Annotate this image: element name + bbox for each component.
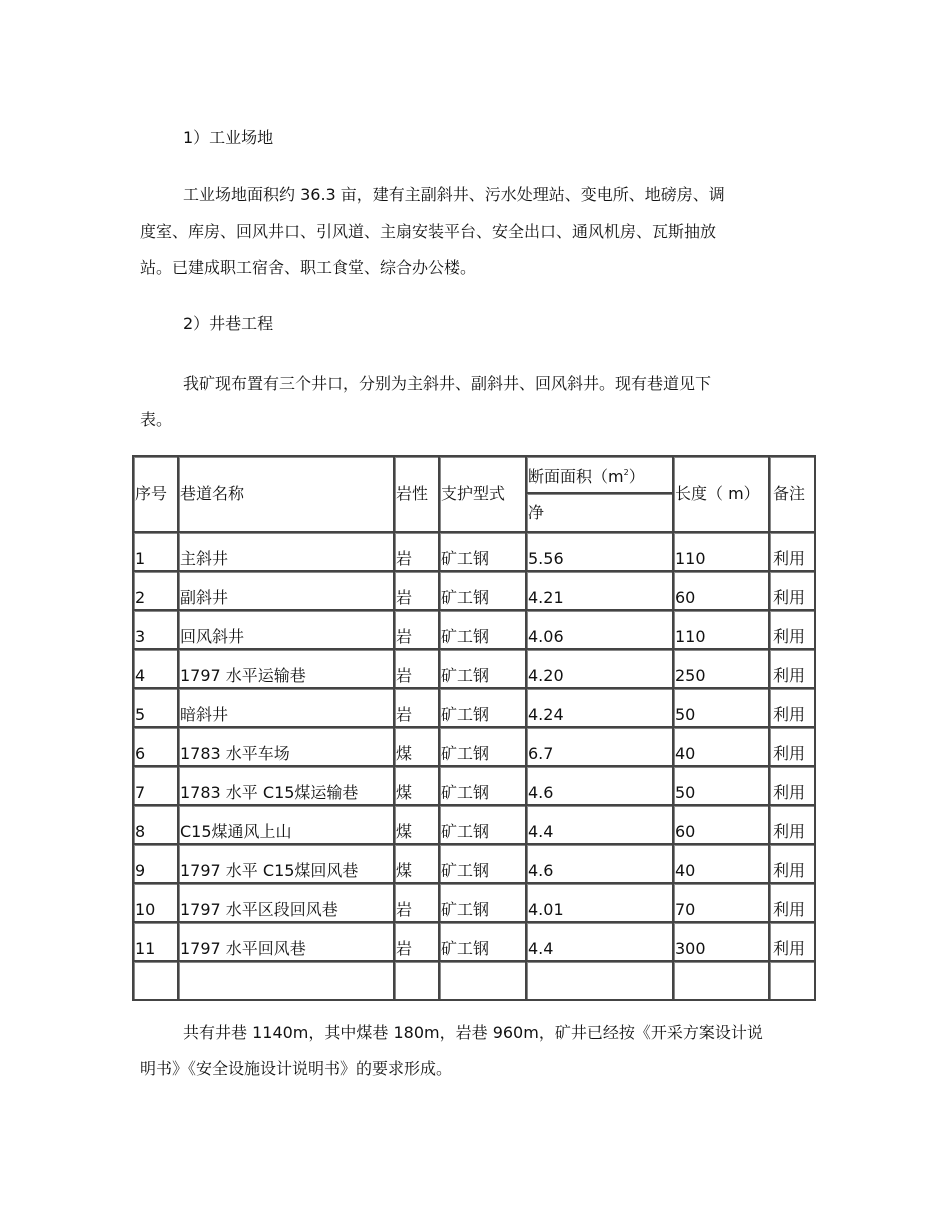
- cell-rock: 煤: [395, 845, 440, 884]
- header-length: 长度（ m）: [674, 457, 770, 533]
- cell-rock: 煤: [395, 767, 440, 806]
- header-area-sup: 2: [623, 467, 629, 477]
- header-note: 备注: [770, 457, 816, 533]
- cell-no: 2: [134, 572, 179, 611]
- cell-area: 4.4: [527, 923, 674, 962]
- cell-rock: 煤: [395, 728, 440, 767]
- cell-no: [134, 962, 179, 1001]
- cell-rock: 岩: [395, 533, 440, 572]
- table-row: [134, 611, 816, 650]
- cell-note: 利用: [770, 650, 816, 689]
- cell-name: 1797 水平 C15煤回风巷: [179, 845, 395, 884]
- cell-rock: 岩: [395, 689, 440, 728]
- cell-length: 60: [674, 572, 770, 611]
- cell-note: [770, 962, 816, 1001]
- cell-area: 5.56: [527, 533, 674, 572]
- cell-no: 9: [134, 845, 179, 884]
- table-row: [134, 533, 816, 572]
- section1-paragraph-line: 工业场地面积约 36.3 亩，建有主副斜井、污水处理站、变电所、地磅房、调: [183, 185, 725, 204]
- cell-no: 6: [134, 728, 179, 767]
- cell-support: 矿工钢: [440, 572, 527, 611]
- cell-rock: 岩: [395, 611, 440, 650]
- cell-support: 矿工钢: [440, 884, 527, 923]
- cell-name: 1797 水平运输巷: [179, 650, 395, 689]
- cell-no: 10: [134, 884, 179, 923]
- table-row: [134, 884, 816, 923]
- cell-note: 利用: [770, 923, 816, 962]
- cell-length: 60: [674, 806, 770, 845]
- header-area-close: ）: [628, 466, 645, 486]
- cell-name: 1783 水平 C15煤运输巷: [179, 767, 395, 806]
- cell-rock: 岩: [395, 923, 440, 962]
- cell-length: 110: [674, 533, 770, 572]
- section2-heading: 2）井巷工程: [183, 314, 274, 333]
- cell-no: 4: [134, 650, 179, 689]
- table-row: [134, 962, 816, 1001]
- cell-support: [440, 962, 527, 1001]
- cell-length: 110: [674, 611, 770, 650]
- cell-support: 矿工钢: [440, 689, 527, 728]
- cell-support: 矿工钢: [440, 845, 527, 884]
- cell-support: 矿工钢: [440, 923, 527, 962]
- cell-note: 利用: [770, 689, 816, 728]
- table-row: [134, 650, 816, 689]
- cell-rock: 煤: [395, 806, 440, 845]
- table-row: [134, 806, 816, 845]
- cell-area: 6.7: [527, 728, 674, 767]
- cell-no: 1: [134, 533, 179, 572]
- cell-no: 5: [134, 689, 179, 728]
- cell-name: [179, 962, 395, 1001]
- summary-paragraph-line: 明书》《安全设施设计说明书》的要求形成。: [140, 1059, 453, 1078]
- section2-paragraph-line: 我矿现布置有三个井口，分别为主斜井、副斜井、回风斜井。现有巷道见下: [183, 374, 712, 393]
- cell-area: 4.20: [527, 650, 674, 689]
- header-name: 巷道名称: [179, 457, 395, 533]
- cell-area: 4.21: [527, 572, 674, 611]
- cell-rock: 岩: [395, 650, 440, 689]
- cell-support: 矿工钢: [440, 806, 527, 845]
- cell-support: 矿工钢: [440, 728, 527, 767]
- cell-note: 利用: [770, 845, 816, 884]
- table-row: [134, 689, 816, 728]
- cell-note: 利用: [770, 806, 816, 845]
- cell-support: 矿工钢: [440, 767, 527, 806]
- cell-support: 矿工钢: [440, 650, 527, 689]
- table-row: [134, 923, 816, 962]
- summary-paragraph-line: 共有井巷 1140m，其中煤巷 180m，岩巷 960m，矿井已经按《开采方案设计说: [183, 1023, 763, 1042]
- cell-name: C15煤通风上山: [179, 806, 395, 845]
- cell-length: [674, 962, 770, 1001]
- cell-note: 利用: [770, 767, 816, 806]
- cell-length: 50: [674, 767, 770, 806]
- cell-area: [527, 962, 674, 1001]
- cell-area: 4.01: [527, 884, 674, 923]
- cell-name: 1797 水平区段回风巷: [179, 884, 395, 923]
- cell-length: 50: [674, 689, 770, 728]
- cell-area: 4.6: [527, 845, 674, 884]
- header-area-sub: 净: [527, 494, 674, 533]
- cell-length: 40: [674, 728, 770, 767]
- cell-no: 3: [134, 611, 179, 650]
- cell-note: 利用: [770, 533, 816, 572]
- header-area-text: 断面面积（m: [528, 466, 624, 486]
- cell-length: 250: [674, 650, 770, 689]
- header-no: 序号: [134, 457, 179, 533]
- cell-name: 回风斜井: [179, 611, 395, 650]
- cell-note: 利用: [770, 572, 816, 611]
- cell-name: 暗斜井: [179, 689, 395, 728]
- table-row: [134, 572, 816, 611]
- cell-note: 利用: [770, 611, 816, 650]
- roadway-table: [132, 455, 816, 1001]
- cell-support: 矿工钢: [440, 533, 527, 572]
- header-rock: 岩性: [395, 457, 440, 533]
- header-support: 支护型式: [440, 457, 527, 533]
- cell-name: 1783 水平车场: [179, 728, 395, 767]
- section1-heading: 1）工业场地: [183, 128, 274, 147]
- section1-paragraph-line: 站。已建成职工宿舍、职工食堂、综合办公楼。: [140, 258, 477, 277]
- cell-length: 300: [674, 923, 770, 962]
- cell-no: 7: [134, 767, 179, 806]
- cell-area: 4.06: [527, 611, 674, 650]
- cell-rock: 岩: [395, 572, 440, 611]
- cell-length: 70: [674, 884, 770, 923]
- cell-support: 矿工钢: [440, 611, 527, 650]
- table-row: [134, 767, 816, 806]
- cell-rock: 岩: [395, 884, 440, 923]
- header-area: [527, 457, 674, 494]
- cell-no: 11: [134, 923, 179, 962]
- table-row: [134, 728, 816, 767]
- table-row: [134, 845, 816, 884]
- cell-area: 4.24: [527, 689, 674, 728]
- section2-paragraph-line: 表。: [140, 410, 173, 429]
- cell-note: 利用: [770, 728, 816, 767]
- cell-length: 40: [674, 845, 770, 884]
- cell-name: 主斜井: [179, 533, 395, 572]
- cell-area: 4.6: [527, 767, 674, 806]
- cell-no: 8: [134, 806, 179, 845]
- cell-name: 1797 水平回风巷: [179, 923, 395, 962]
- cell-area: 4.4: [527, 806, 674, 845]
- section1-paragraph-line: 度室、库房、回风井口、引风道、主扇安装平台、安全出口、通风机房、瓦斯抽放: [140, 222, 717, 241]
- cell-note: 利用: [770, 884, 816, 923]
- cell-rock: [395, 962, 440, 1001]
- cell-name: 副斜井: [179, 572, 395, 611]
